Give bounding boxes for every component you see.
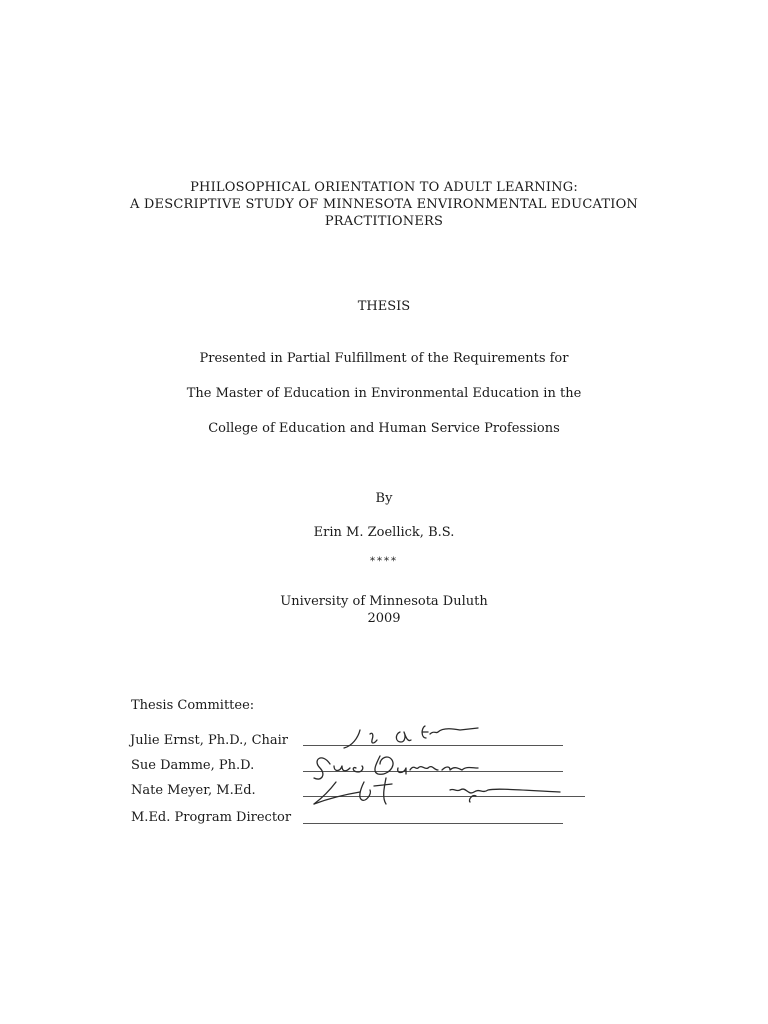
committee-member-4: M.Ed. Program Director	[131, 810, 292, 825]
signature-3-stroke-g	[469, 796, 476, 802]
year: 2009	[367, 611, 401, 626]
separator: ****	[370, 556, 398, 567]
signature-3-stroke-d	[374, 784, 392, 786]
signature-1-stroke-b	[370, 733, 377, 743]
signature-1-stroke-f	[430, 728, 478, 734]
by-label: By	[375, 491, 393, 506]
committee-heading: Thesis Committee:	[131, 698, 255, 713]
thesis-title-line-2: A DESCRIPTIVE STUDY OF MINNESOTA ENVIRONMENTAL EDUCATION	[129, 197, 638, 212]
signature-2-stroke-d	[375, 756, 393, 774]
thesis-title-line-1: PHILOSOPHICAL ORIENTATION TO ADULT LEARNING:	[190, 180, 578, 195]
signature-3-stroke-e	[384, 778, 386, 804]
committee-member-2: Sue Damme, Ph.D.	[131, 758, 255, 773]
presentation-line-1: Presented in Partial Fulfillment of the Requirements for	[199, 351, 569, 366]
signature-drawing	[300, 720, 600, 835]
committee-member-3: Nate Meyer, M.Ed.	[131, 783, 256, 798]
institution: University of Minnesota Duluth	[280, 594, 488, 609]
signature-1-stroke-c	[396, 732, 411, 742]
signature-2-stroke-b	[334, 766, 350, 771]
author-name: Erin M. Zoellick, B.S.	[313, 525, 455, 540]
thesis-title-line-3: PRACTITIONERS	[324, 214, 444, 229]
signature-2-stroke-g	[442, 767, 478, 770]
signature-2-stroke-c	[353, 766, 363, 772]
signature-2-stroke-a	[314, 758, 330, 779]
presentation-line-2: The Master of Education in Environmental Education in the	[186, 386, 582, 401]
signature-3-stroke-f	[450, 789, 560, 793]
signature-1-stroke-a	[344, 730, 360, 748]
committee-member-chair: Julie Ernst, Ph.D., Chair	[130, 733, 289, 748]
signature-2-stroke-f	[410, 767, 438, 770]
handwritten-signatures	[300, 720, 600, 835]
document-type: THESIS	[357, 299, 411, 314]
signature-3-stroke-c	[360, 782, 371, 800]
presentation-line-3: College of Education and Human Service Professions	[208, 421, 560, 436]
signature-2-stroke-e	[398, 768, 406, 774]
